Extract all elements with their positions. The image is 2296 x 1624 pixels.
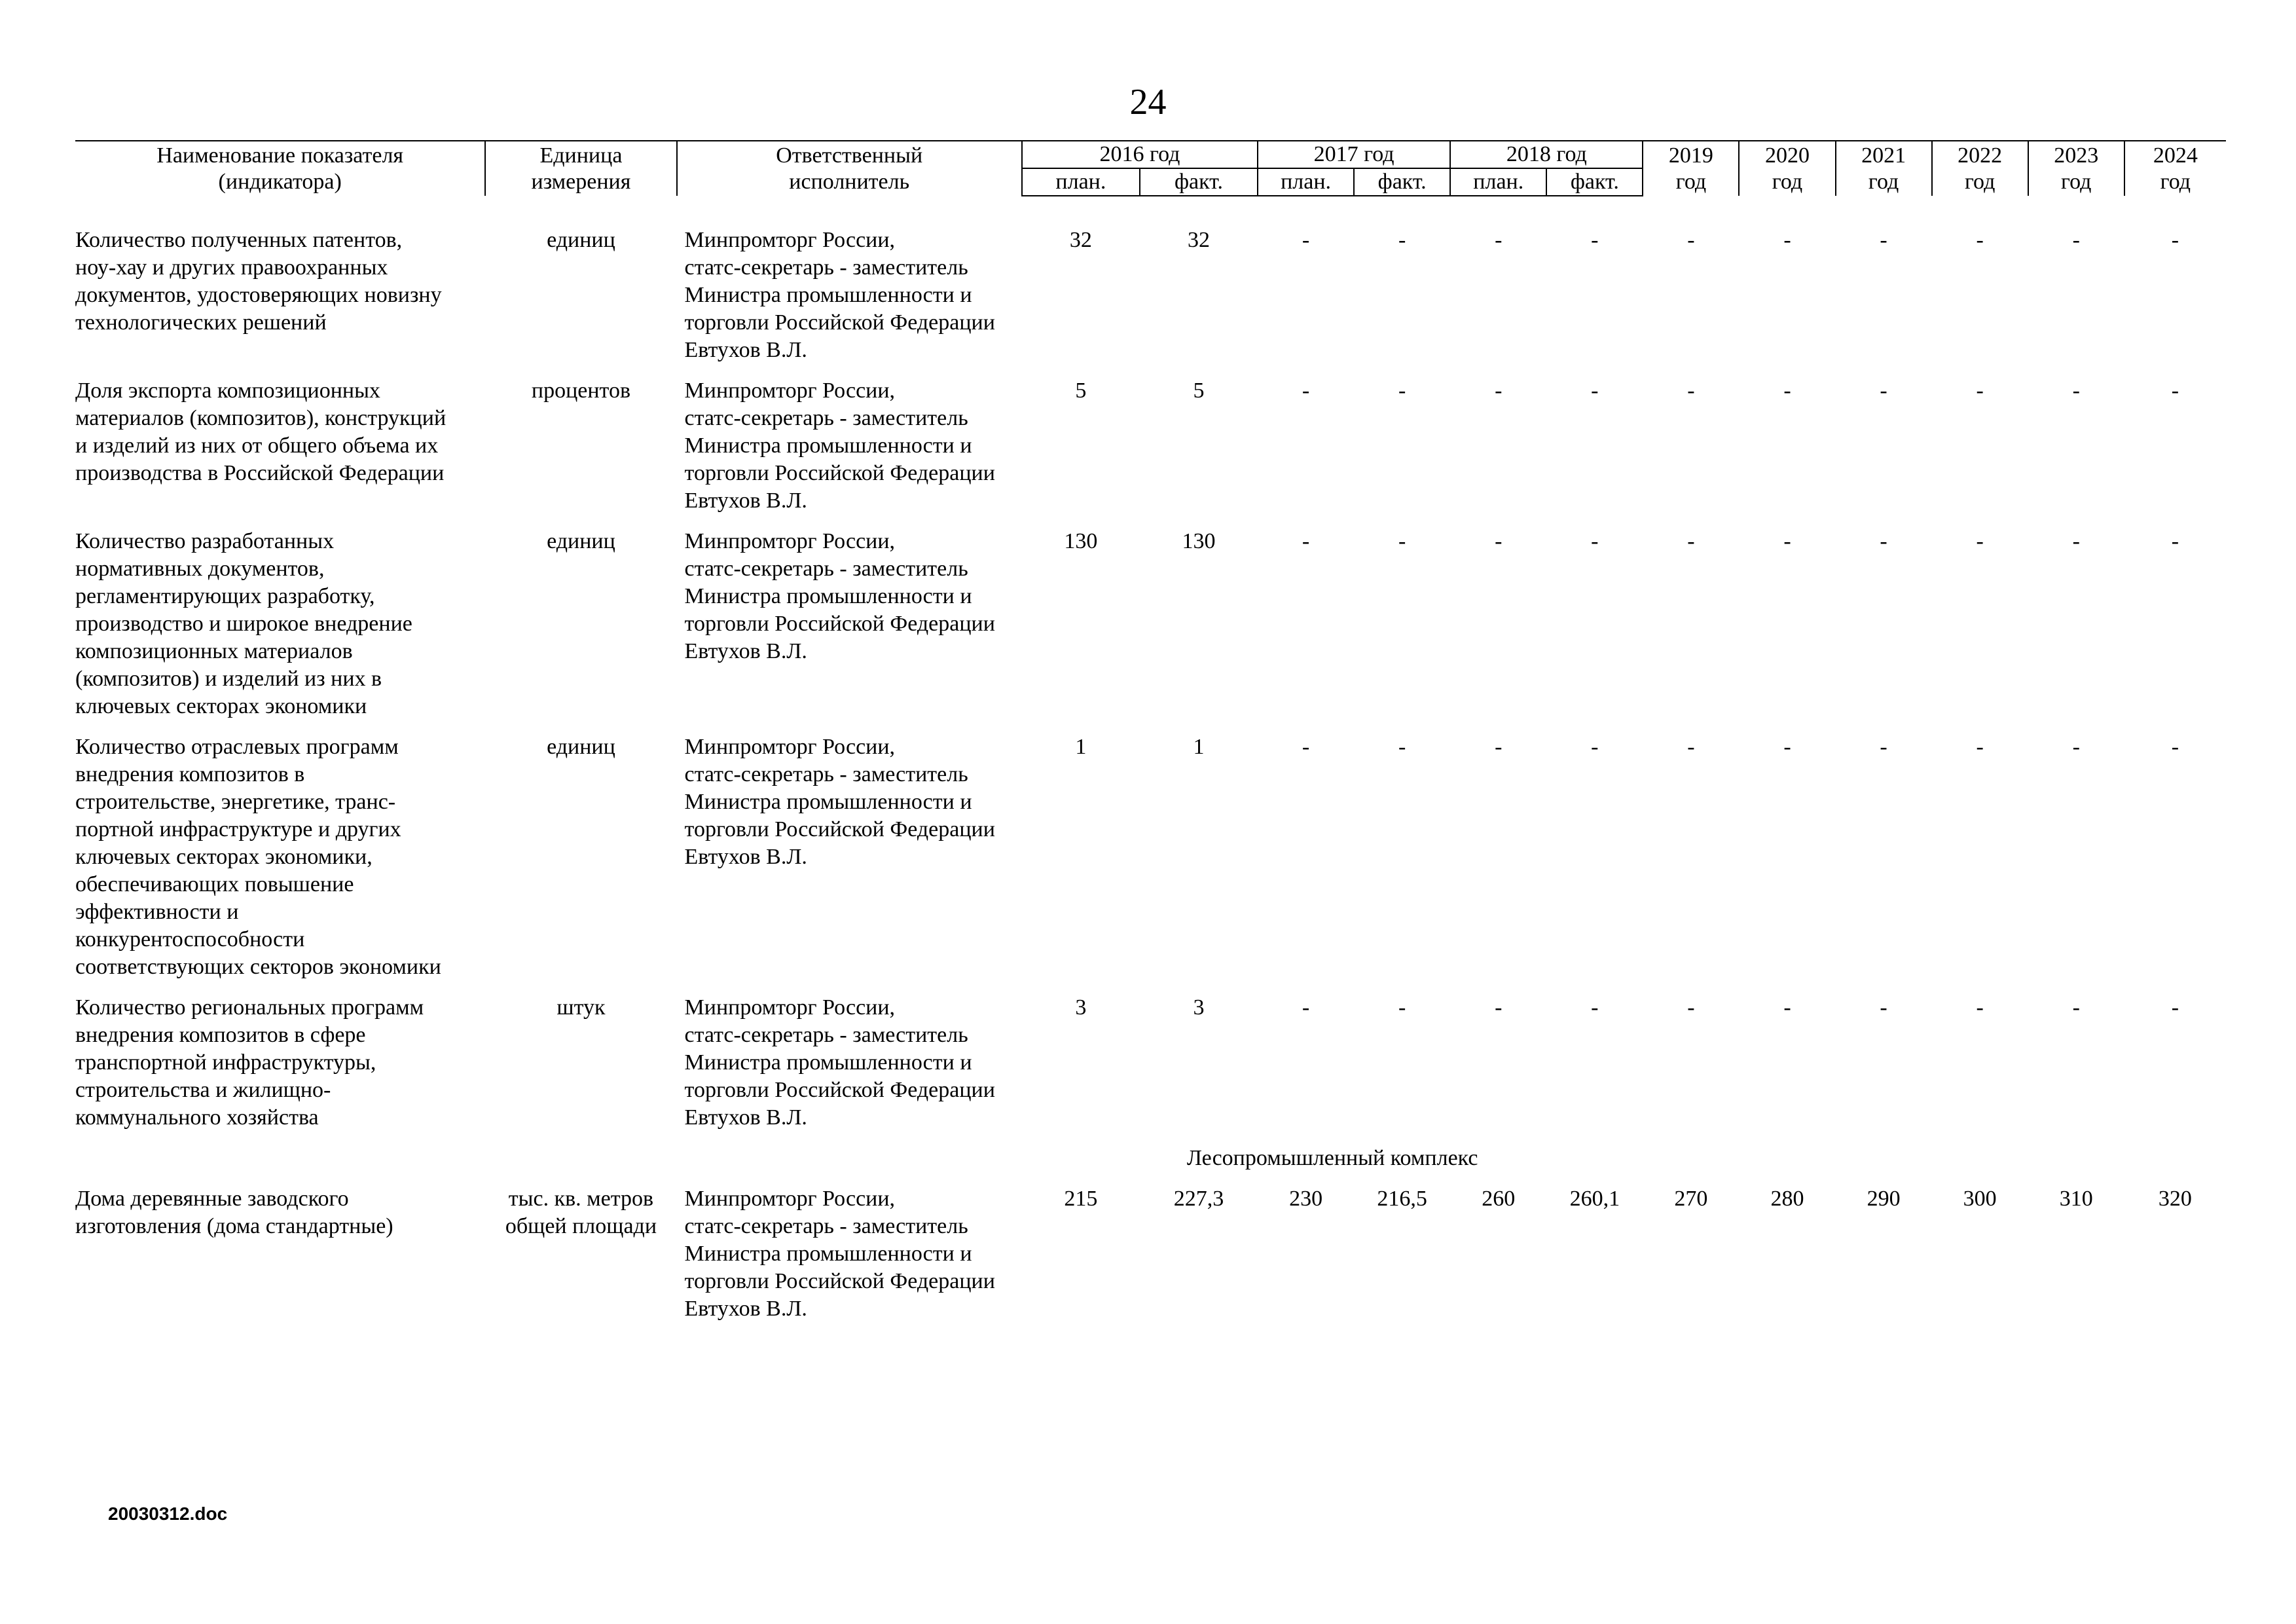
header-name: Наименование показателя (индикатора)	[75, 141, 485, 196]
footer-filename: 20030312.doc	[108, 1504, 228, 1524]
value-cell: 5	[1075, 378, 1087, 403]
value-cell: 230	[1289, 1187, 1323, 1211]
header-year-2019: 2019 год	[1643, 141, 1739, 196]
value-cell: -	[2072, 378, 2080, 403]
value-cell: 130	[1064, 529, 1098, 553]
value-cell: -	[1398, 529, 1406, 553]
value-cell: -	[1398, 228, 1406, 252]
value-cell: -	[1591, 529, 1599, 553]
value-cell: -	[1495, 995, 1503, 1020]
section-spacer	[75, 1145, 1022, 1185]
table-body	[75, 196, 2226, 1336]
responsible-executor: Минпромторг России, статс-секретарь - заместитель Министра промышленности и торговли Российской Федерации Евтухов В.Л.	[684, 378, 995, 513]
indicator-name: Количество разработанных нормативных документов, регламентирующих разработку, производство и широкое внедрение композиционных материалов (композитов) и изделий из них в ключевых секторах экономики	[75, 529, 412, 718]
value-cell: -	[1591, 228, 1599, 252]
value-cell: -	[1783, 529, 1791, 553]
value-cell: -	[1687, 529, 1695, 553]
value-cell: 3	[1075, 995, 1087, 1020]
value-cell: 216,5	[1377, 1187, 1427, 1211]
value-cell: -	[1976, 529, 1984, 553]
table-row	[75, 528, 2226, 733]
value-cell: -	[2072, 529, 2080, 553]
value-cell: -	[1591, 735, 1599, 759]
value-cell: 260,1	[1569, 1187, 1620, 1211]
value-cell: -	[2171, 378, 2179, 403]
header-year-2022: 2022 год	[1932, 141, 2028, 196]
header-year-2020: 2020 год	[1739, 141, 1835, 196]
table-row	[75, 994, 2226, 1145]
responsible-executor: Минпромторг России, статс-секретарь - заместитель Министра промышленности и торговли Российской Федерации Евтухов В.Л.	[684, 529, 995, 663]
header-2017-plan: план.	[1258, 168, 1354, 196]
unit-of-measure: тыс. кв. метров общей площади	[505, 1187, 657, 1238]
header-2017-fact: факт.	[1354, 168, 1450, 196]
value-cell: -	[1880, 529, 1887, 553]
value-cell: 270	[1674, 1187, 1708, 1211]
value-cell: -	[1495, 529, 1503, 553]
value-cell: -	[1302, 228, 1310, 252]
header-unit: Единица измерения	[485, 141, 676, 196]
value-cell: 32	[1187, 228, 1210, 252]
value-cell: -	[1976, 735, 1984, 759]
value-cell: 320	[2158, 1187, 2192, 1211]
table-row	[75, 377, 2226, 528]
value-cell: 1	[1075, 735, 1087, 759]
header-2018-fact: факт.	[1546, 168, 1643, 196]
value-cell: -	[2072, 735, 2080, 759]
value-cell: 5	[1193, 378, 1205, 403]
value-cell: -	[1880, 228, 1887, 252]
value-cell: -	[2171, 529, 2179, 553]
indicator-name: Количество региональных программ внедрения композитов в сфере транспортной инфраструктуры, строительства и жилищно- коммунального хозяйства	[75, 995, 424, 1130]
value-cell: -	[2072, 228, 2080, 252]
value-cell: -	[1302, 995, 1310, 1020]
value-cell: -	[2171, 995, 2179, 1020]
value-cell: -	[1880, 995, 1887, 1020]
value-cell: -	[1783, 735, 1791, 759]
value-cell: 260	[1482, 1187, 1516, 1211]
section-row	[75, 1145, 2226, 1185]
value-cell: -	[1976, 228, 1984, 252]
header-year-2017: 2017 год	[1258, 141, 1450, 168]
value-cell: 300	[1963, 1187, 1997, 1211]
value-cell: -	[1976, 995, 1984, 1020]
indicators-table	[75, 140, 2226, 1336]
header-responsible: Ответственный исполнитель	[677, 141, 1022, 196]
value-cell: -	[1495, 735, 1503, 759]
section-spacer	[1643, 1145, 2226, 1185]
value-cell: -	[1687, 378, 1695, 403]
table-row	[75, 227, 2226, 377]
value-cell: 130	[1182, 529, 1216, 553]
unit-of-measure: единиц	[547, 529, 615, 553]
value-cell: 1	[1193, 735, 1205, 759]
value-cell: -	[1687, 995, 1695, 1020]
header-year-2021: 2021 год	[1836, 141, 1932, 196]
responsible-executor: Минпромторг России, статс-секретарь - заместитель Министра промышленности и торговли Российской Федерации Евтухов В.Л.	[684, 995, 995, 1130]
value-cell: -	[1398, 735, 1406, 759]
value-cell: -	[1302, 529, 1310, 553]
table-row	[75, 1185, 2226, 1336]
value-cell: 3	[1193, 995, 1205, 1020]
header-year-2018: 2018 год	[1450, 141, 1643, 168]
table-row	[75, 733, 2226, 994]
value-cell: -	[1398, 995, 1406, 1020]
value-cell: -	[1783, 228, 1791, 252]
value-cell: -	[1591, 378, 1599, 403]
value-cell: -	[1976, 378, 1984, 403]
header-year-2016: 2016 год	[1022, 141, 1258, 168]
unit-of-measure: процентов	[531, 378, 631, 403]
value-cell: -	[1398, 378, 1406, 403]
section-title: Лесопромышленный комплекс	[1186, 1146, 1478, 1170]
unit-of-measure: единиц	[547, 228, 615, 252]
value-cell: -	[1495, 228, 1503, 252]
responsible-executor: Минпромторг России, статс-секретарь - заместитель Министра промышленности и торговли Российской Федерации Евтухов В.Л.	[684, 735, 995, 869]
header-year-2023: 2023 год	[2028, 141, 2124, 196]
indicator-name: Количество отраслевых программ внедрения композитов в строительстве, энергетике, транс- портной инфраструктуре и других ключевых секторах экономики, обеспечивающих повышение эффективности и конкурентоспособности соответствующих секторов экономики	[75, 735, 441, 979]
value-cell: -	[2171, 228, 2179, 252]
value-cell: 280	[1770, 1187, 1804, 1211]
value-cell: 227,3	[1173, 1187, 1224, 1211]
header-2016-fact: факт.	[1140, 168, 1258, 196]
value-cell: -	[1302, 378, 1310, 403]
responsible-executor: Минпромторг России, статс-секретарь - заместитель Министра промышленности и торговли Российской Федерации Евтухов В.Л.	[684, 1187, 995, 1321]
unit-of-measure: штук	[556, 995, 606, 1020]
responsible-executor: Минпромторг России, статс-секретарь - заместитель Министра промышленности и торговли Российской Федерации Евтухов В.Л.	[684, 228, 995, 362]
indicator-name: Количество полученных патентов, ноу-хау и других правоохранных документов, удостоверяющих новизну технологических решений	[75, 228, 442, 335]
header-2018-plan: план.	[1450, 168, 1546, 196]
value-cell: -	[1880, 735, 1887, 759]
page-number: 24	[1129, 82, 1167, 122]
indicator-name: Доля экспорта композиционных материалов (композитов), конструкций и изделий из них от общего объема их производства в Российской Федерации	[75, 378, 446, 485]
value-cell: -	[1495, 378, 1503, 403]
header-year-2024: 2024 год	[2124, 141, 2226, 196]
value-cell: -	[2072, 995, 2080, 1020]
value-cell: 290	[1867, 1187, 1901, 1211]
value-cell: -	[1783, 995, 1791, 1020]
value-cell: 32	[1069, 228, 1092, 252]
indicator-name: Дома деревянные заводского изготовления (дома стандартные)	[75, 1187, 393, 1238]
header-2016-plan: план.	[1022, 168, 1140, 196]
value-cell: -	[2171, 735, 2179, 759]
value-cell: -	[1591, 995, 1599, 1020]
value-cell: -	[1687, 228, 1695, 252]
value-cell: -	[1783, 378, 1791, 403]
table-header	[75, 141, 2226, 196]
value-cell: 215	[1064, 1187, 1098, 1211]
value-cell: -	[1302, 735, 1310, 759]
value-cell: -	[1687, 735, 1695, 759]
unit-of-measure: единиц	[547, 735, 615, 759]
value-cell: -	[1880, 378, 1887, 403]
value-cell: 310	[2059, 1187, 2093, 1211]
